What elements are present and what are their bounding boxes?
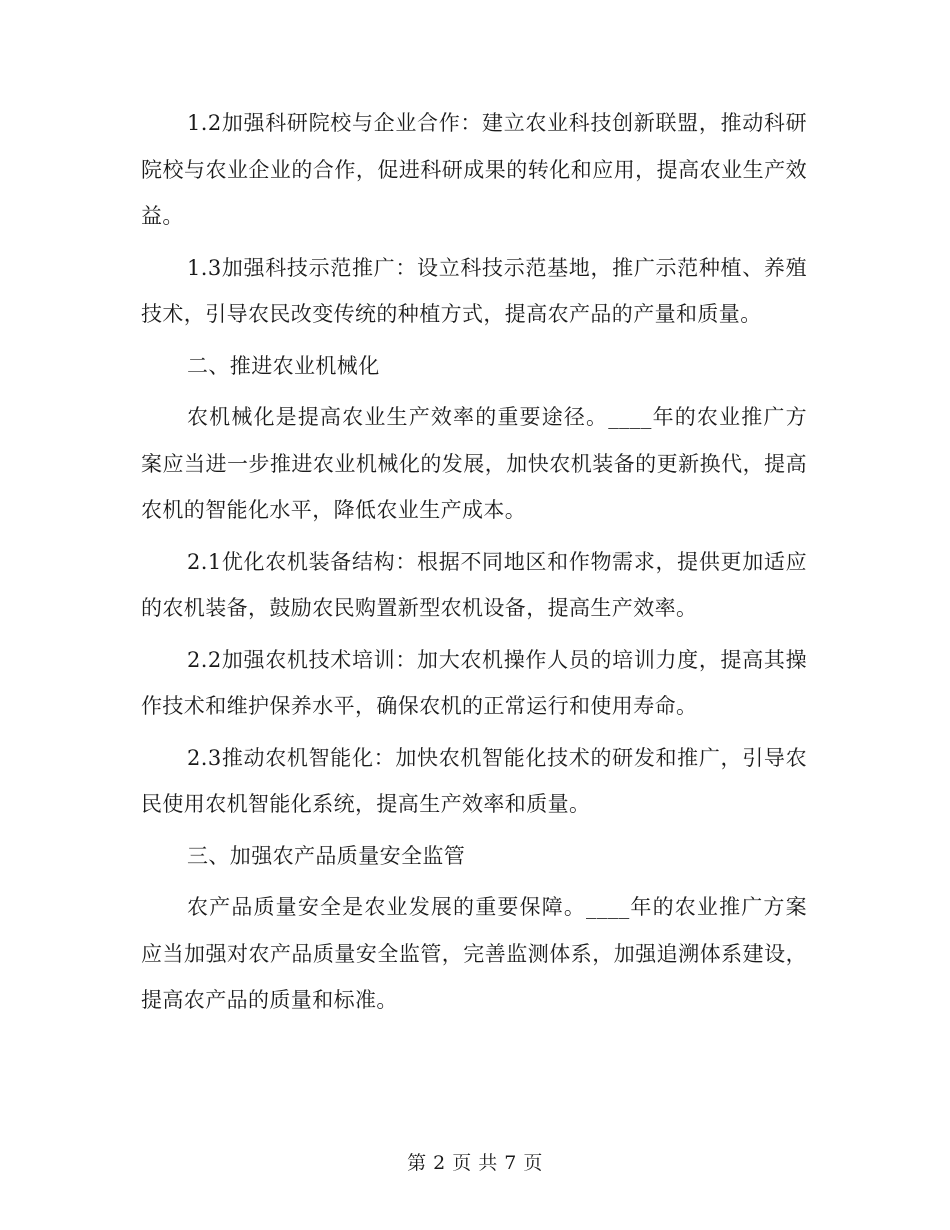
document-body [141, 100, 807, 1029]
paragraph-quality-intro: 农产品质量安全是农业发展的重要保障。____年的农业推广方案应当加强对农产品质量安全监管，完善监测体系，加强追溯体系建设，提高农产品的质量和标准。 [141, 895, 807, 1012]
paragraph-1-2: 1.2加强科研院校与企业合作：建立农业科技创新联盟，推动科研院校与农业企业的合作，促进科研成果的转化和应用，提高农业生产效益。 [141, 111, 807, 228]
paragraph-1-3: 1.3加强科技示范推广：设立科技示范基地，推广示范种植、养殖技术，引导农民改变传统的种植方式，提高农产品的产量和质量。 [141, 255, 807, 326]
paragraph-mechanization-intro: 农机械化是提高农业生产效率的重要途径。____年的农业推广方案应当进一步推进农业机械化的发展，加快农机装备的更新换代，提高农机的智能化水平，降低农业生产成本。 [141, 405, 807, 522]
paragraph-2-1: 2.1优化农机装备结构：根据不同地区和作物需求，提供更加适应的农机装备，鼓励农民购置新型农机设备，提高生产效率。 [141, 549, 807, 620]
paragraph-2-3: 2.3推动农机智能化：加快农机智能化技术的研发和推广，引导农民使用农机智能化系统，提高生产效率和质量。 [141, 745, 807, 816]
page-number-footer: 第 2 页 共 7 页 [407, 1152, 543, 1174]
section-heading-3: 三、加强农产品质量安全监管 [187, 843, 466, 868]
paragraph-2-2: 2.2加强农机技术培训：加大农机操作人员的培训力度，提高其操作技术和维护保养水平，确保农机的正常运行和使用寿命。 [141, 647, 807, 718]
section-heading-2: 二、推进农业机械化 [187, 353, 380, 378]
